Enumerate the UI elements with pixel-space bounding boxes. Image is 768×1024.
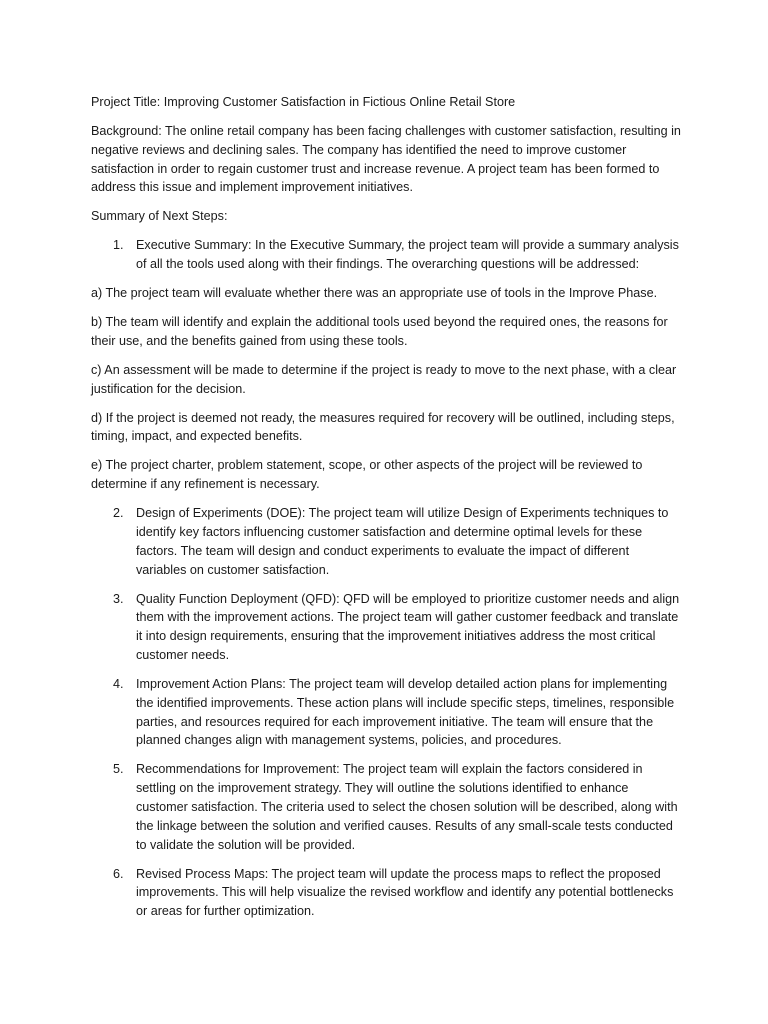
step-number: 4. (113, 676, 124, 691)
step-item-1 (91, 236, 681, 274)
step-item-4 (91, 675, 681, 750)
step-number: 5. (113, 762, 124, 777)
step-item-6 (91, 865, 681, 921)
step-text: Improvement Action Plans: The project team will develop detailed action plans for implementing the identified improvements. These action plans will include specific steps, timelines, responsible parties, and resources required for each improvement initiative. The team will ensure that the planned changes align with management systems, policies, and procedures. (136, 676, 675, 748)
step-text: Revised Process Maps: The project team will update the process maps to reflect the proposed improvements. This will help visualize the revised workflow and identify any potential bottlenecks or areas for further optimization. (136, 866, 674, 919)
step-number: 3. (113, 591, 124, 606)
step-item-2 (91, 504, 681, 579)
step-number: 1. (113, 238, 124, 253)
document-page (91, 93, 681, 931)
step-number: 6. (113, 866, 124, 881)
step-text: Quality Function Deployment (QFD): QFD will be employed to prioritize customer needs and align them with the improvement actions. The project team will gather customer feedback and translate it into design requirements, ensuring that the improvement initiatives address the most critical customer needs. (136, 591, 680, 662)
question-c: c) An assessment will be made to determine if the project is ready to move to the next phase, with a clear justification for the decision. (91, 362, 677, 396)
project-title: Project Title: Improving Customer Satisfaction in Fictious Online Retail Store (91, 95, 516, 109)
question-b: b) The team will identify and explain the additional tools used beyond the required ones, the reasons for their use, and the benefits gained from using these tools. (91, 315, 668, 348)
summary-heading: Summary of Next Steps: (91, 209, 228, 224)
question-a: a) The project team will evaluate whether there was an appropriate use of tools in the Improve Phase. (91, 286, 658, 301)
question-e: e) The project charter, problem statement, scope, or other aspects of the project will be reviewed to determine if any refinement is necessary. (91, 458, 643, 492)
step-text: Executive Summary: In the Executive Summary, the project team will provide a summary analysis of all the tools used along with their findings. The overarching questions will be addressed: (136, 238, 679, 272)
step-item-5 (91, 760, 681, 854)
step-text: Design of Experiments (DOE): The project team will utilize Design of Experiments techniques to identify key factors influencing customer satisfaction and determine optimal levels for these factors. The team will design and conduct experiments to evaluate the impact of different variables on customer satisfaction. (136, 506, 669, 577)
step-text: Recommendations for Improvement: The project team will explain the factors considered in settling on the improvement strategy. They will outline the solutions identified to enhance customer satisfaction. The criteria used to select the chosen solution will be described, along with the linkage between the solution and verified causes. Results of any small-scale tests conducted to validate the solution will be provided. (136, 762, 678, 852)
background-paragraph: Background: The online retail company has been facing challenges with customer satisfaction, resulting in negative reviews and declining sales. The company has identified the need to improve customer satisfaction in order to regain customer trust and increase revenue. A project team has been formed to address this issue and implement improvement initiatives. (91, 123, 681, 195)
step-item-3 (91, 590, 681, 665)
step-number: 2. (113, 506, 124, 521)
question-d: d) If the project is deemed not ready, the measures required for recovery will be outlined, including steps, timing, impact, and expected benefits. (91, 410, 675, 444)
